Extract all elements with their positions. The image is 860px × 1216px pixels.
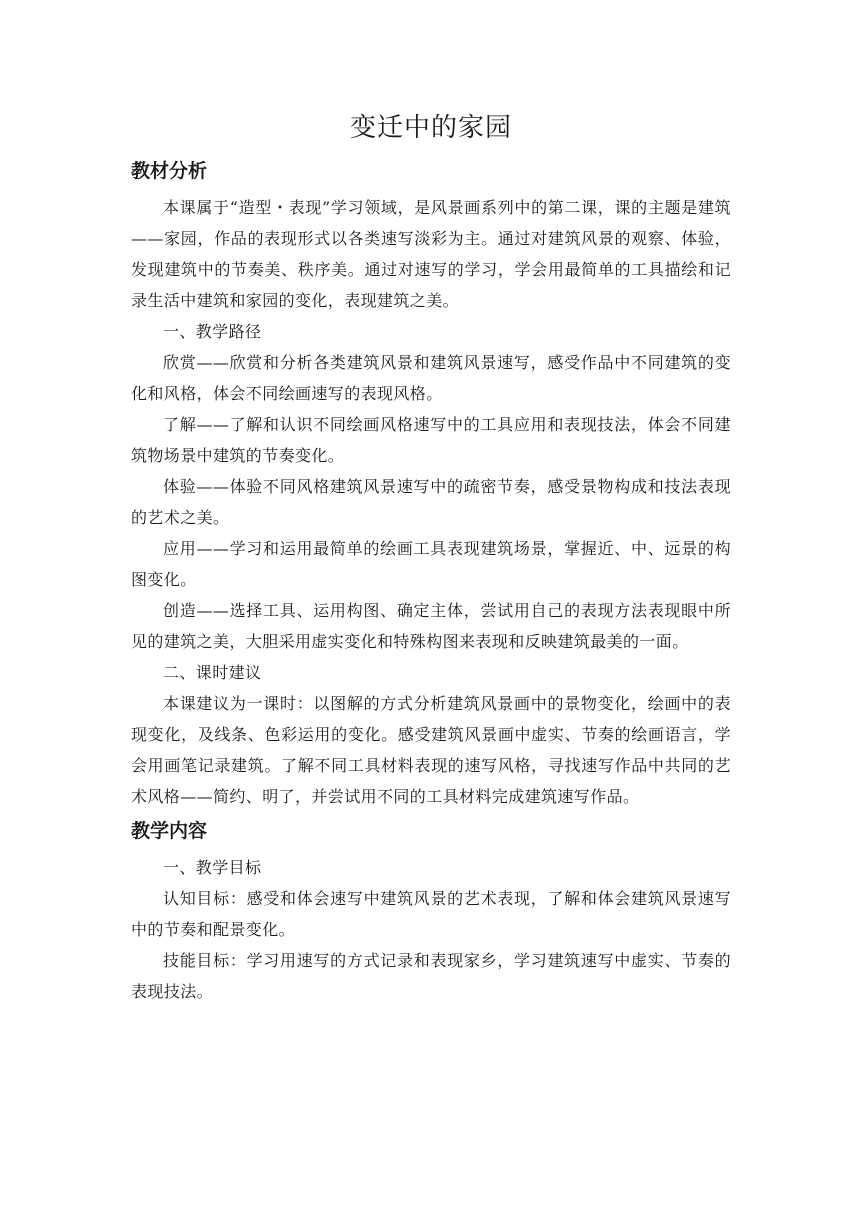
paragraph: 创造——选择工具、运用构图、确定主体，尝试用自己的表现方法表现眼中所见的建筑之美，大胆采用虚实变化和特殊构图来表现和反映建筑最美的一面。 [131,601,731,651]
paragraph: 体验——体验不同风格建筑风景速写中的疏密节奏，感受景物构成和技法表现的艺术之美。 [131,477,731,527]
section-teaching-content [131,814,731,1007]
page-title: 变迁中的家园 [349,113,512,143]
document-body [131,108,731,1007]
section-heading: 教学内容 [131,820,208,842]
subheading-class-hours: 二、课时建议 [163,663,262,682]
paragraph: 技能目标：学习用速写的方式记录和表现家乡，学习建筑速写中虚实、节奏的表现技法。 [131,951,731,1001]
subheading-teaching-goals: 一、教学目标 [163,858,262,877]
paragraph: 应用——学习和运用最简单的绘画工具表现建筑场景，掌握近、中、远景的构图变化。 [131,539,731,589]
section-textbook-analysis [131,154,731,812]
paragraph: 欣赏——欣赏和分析各类建筑风景和建筑风景速写，感受作品中不同建筑的变化和风格，体会不同绘画速写的表现风格。 [131,353,731,403]
paragraph: 认知目标：感受和体会速写中建筑风景的艺术表现，了解和体会建筑风景速写中的节奏和配景变化。 [131,889,731,939]
paragraph: 本课属于“造型・表现”学习领域，是风景画系列中的第二课，课的主题是建筑——家园，作品的表现形式以各类速写淡彩为主。通过对建筑风景的观察、体验，发现建筑中的节奏美、秩序美。通过对速写的学习，学会用最简单的工具描绘和记录生活中建筑和家园的变化，表现建筑之美。 [131,198,731,310]
paragraph: 了解——了解和认识不同绘画风格速写中的工具应用和表现技法，体会不同建筑物场景中建筑的节奏变化。 [131,415,731,465]
section-heading: 教材分析 [131,160,208,182]
subheading-teaching-path: 一、教学路径 [163,322,262,341]
paragraph: 本课建议为一课时：以图解的方式分析建筑风景画中的景物变化，绘画中的表现变化，及线条、色彩运用的变化。感受建筑风景画中虚实、节奏的绘画语言，学会用画笔记录建筑。了解不同工具材料表现的速写风格，寻找速写作品中共同的艺术风格——简约、明了，并尝试用不同的工具材料完成建筑速写作品。 [131,694,731,806]
